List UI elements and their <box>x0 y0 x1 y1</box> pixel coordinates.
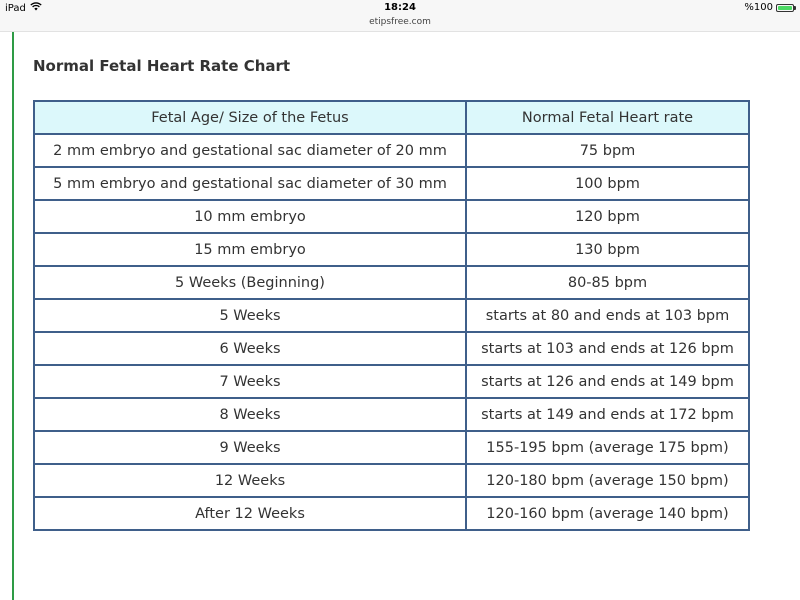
table-row <box>34 200 749 233</box>
table-row <box>34 332 749 365</box>
column-header-rate: Normal Fetal Heart rate <box>466 101 749 134</box>
table-row <box>34 365 749 398</box>
rate-cell: 120-180 bpm (average 150 bpm) <box>466 464 749 497</box>
battery-percent: %100 <box>744 2 773 13</box>
age-cell: 10 mm embryo <box>34 200 466 233</box>
age-cell: 8 Weeks <box>34 398 466 431</box>
rate-cell: starts at 149 and ends at 172 bpm <box>466 398 749 431</box>
age-cell: 5 mm embryo and gestational sac diameter of 30 mm <box>34 167 466 200</box>
battery-fill <box>778 6 792 10</box>
table-header-row <box>34 101 749 134</box>
rate-cell: 155-195 bpm (average 175 bpm) <box>466 431 749 464</box>
age-cell: 5 Weeks <box>34 299 466 332</box>
rate-cell: 120-160 bpm (average 140 bpm) <box>466 497 749 530</box>
rate-cell: 130 bpm <box>466 233 749 266</box>
rate-cell: 100 bpm <box>466 167 749 200</box>
age-cell: 5 Weeks (Beginning) <box>34 266 466 299</box>
table-row <box>34 299 749 332</box>
table-row <box>34 497 749 530</box>
age-cell: After 12 Weeks <box>34 497 466 530</box>
left-accent-rule <box>12 32 14 600</box>
device-label: iPad <box>5 2 26 14</box>
heart-rate-table <box>33 100 750 531</box>
rate-cell: 120 bpm <box>466 200 749 233</box>
rate-cell: 80-85 bpm <box>466 266 749 299</box>
battery-cap <box>794 6 796 10</box>
table-row <box>34 431 749 464</box>
url-bar[interactable]: etipsfree.com <box>0 16 800 32</box>
rate-cell: starts at 103 and ends at 126 bpm <box>466 332 749 365</box>
rate-cell: 75 bpm <box>466 134 749 167</box>
clock: 18:24 <box>384 2 416 13</box>
age-cell: 12 Weeks <box>34 464 466 497</box>
rate-cell: starts at 126 and ends at 149 bpm <box>466 365 749 398</box>
rate-cell: starts at 80 and ends at 103 bpm <box>466 299 749 332</box>
table-row <box>34 398 749 431</box>
table-row <box>34 167 749 200</box>
table-row <box>34 233 749 266</box>
page-title: Normal Fetal Heart Rate Chart <box>33 57 291 75</box>
status-bar <box>0 0 800 16</box>
age-cell: 2 mm embryo and gestational sac diameter of 20 mm <box>34 134 466 167</box>
age-cell: 6 Weeks <box>34 332 466 365</box>
age-cell: 9 Weeks <box>34 431 466 464</box>
age-cell: 15 mm embryo <box>34 233 466 266</box>
status-right <box>744 2 794 13</box>
age-cell: 7 Weeks <box>34 365 466 398</box>
column-header-age: Fetal Age/ Size of the Fetus <box>34 101 466 134</box>
table-row <box>34 464 749 497</box>
battery-icon <box>776 4 794 12</box>
table-row <box>34 266 749 299</box>
table-row <box>34 134 749 167</box>
